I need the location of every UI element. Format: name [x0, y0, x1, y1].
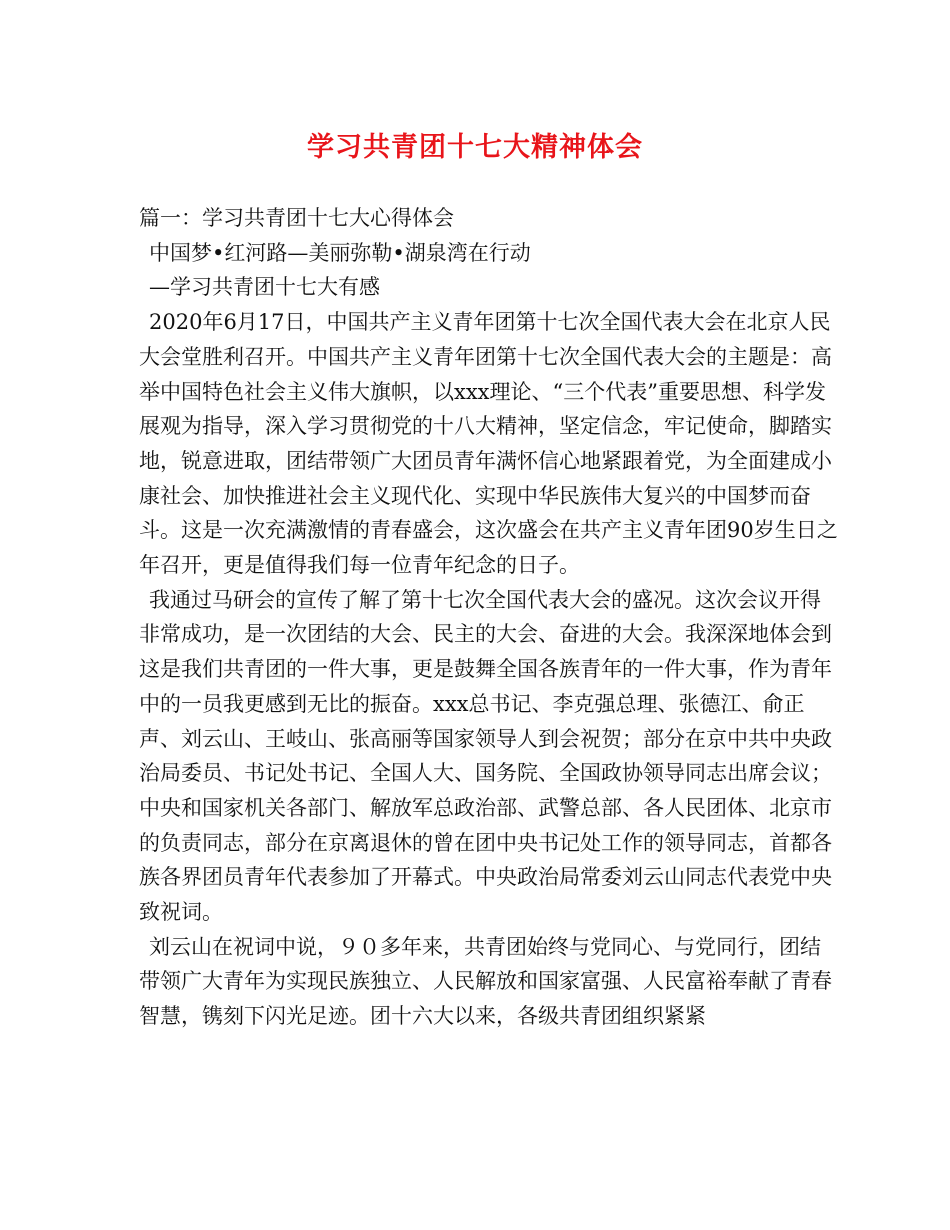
document-body — [139, 201, 839, 1034]
subtitle-line-2: —学习共青团十七大有感 — [149, 275, 380, 300]
document-title: 学习共青团十七大精神体会 — [307, 132, 643, 163]
paragraph-2: 我通过马研会的宣传了解了第十七次全国代表大会的盛况。这次会议开得非常成功，是一次团结的大会、民主的大会、奋进的大会。我深深地体会到这是我们共青团的一件大事，更是鼓舞全国各族青年的一件大事，作为青年中的一员我更感到无比的振奋。xxx总书记、李克强总理、张德江、俞正声、刘云山、王岐山、张高丽等国家领导人到会祝贺；部分在京中共中央政治局委员、书记处书记、全国人大、国务院、全国政协领导同志出席会议；中央和国家机关各部门、解放军总政治部、武警总部、各人民团体、北京市的负责同志，部分在京离退休的曾在团中央书记处工作的领导同志，首都各族各界团员青年代表参加了开幕式。中央政治局常委刘云山同志代表党中央致祝词。 — [139, 587, 832, 925]
subtitle-line-1: 中国梦•红河路—美丽弥勒•湖泉湾在行动 — [149, 240, 531, 265]
section-heading: 篇一：学习共青团十七大心得体会 — [139, 206, 454, 230]
paragraph-1: 2020年6月17日，中国共产主义青年团第十七次全国代表大会在北京人民大会堂胜利召开。中国共产主义青年团第十七次全国代表大会的主题是：高举中国特色社会主义伟大旗帜，以xxx理论、“三个代表”重要思想、科学发展观为指导，深入学习贯彻党的十八大精神，坚定信念，牢记使命，脚踏实地，锐意进取，团结带领广大团员青年满怀信心地紧跟着党，为全面建成小康社会、加快推进社会主义现代化、实现中华民族伟大复兴的中国梦而奋斗。这是一次充满激情的青春盛会，这次盛会在共产主义青年团90岁生日之年召开，更是值得我们每一位青年纪念的日子。 — [139, 310, 838, 578]
paragraph-3: 刘云山在祝词中说，９０多年来，共青团始终与党同心、与党同行，团结带领广大青年为实现民族独立、人民解放和国家富强、人民富裕奉献了青春智慧，镌刻下闪光足迹。团十六大以来，各级共青团组织紧紧 — [139, 934, 832, 1029]
